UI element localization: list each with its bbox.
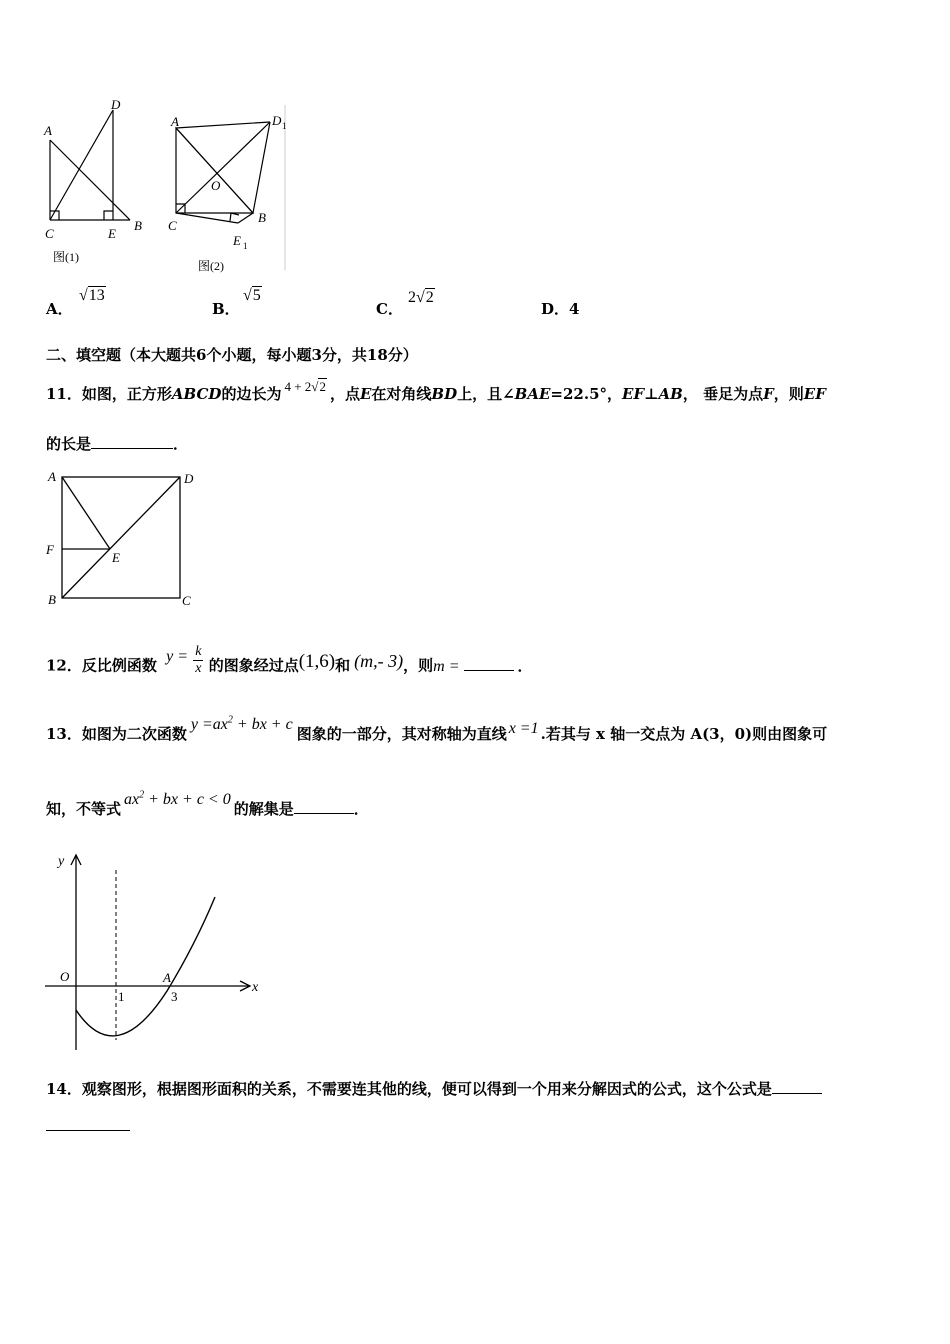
fig1-label-d: D [111, 97, 121, 112]
fig2-label-c: C [168, 218, 177, 233]
q11-label-a: A [48, 469, 56, 484]
option-c[interactable] [376, 298, 403, 319]
section-heading: 二、填空题（本大题共6个小题，每小题3分，共18分） [46, 346, 418, 364]
q11-line-ae [62, 477, 110, 549]
q11-figure [40, 465, 210, 610]
option-a-letter: A． [46, 300, 73, 318]
option-c-value: 2√2 [408, 289, 434, 306]
fig2-label-a: A [171, 114, 179, 129]
option-d-letter: D． [541, 300, 570, 318]
q13-answer-blank[interactable] [294, 799, 354, 814]
fig2-label-o: O [211, 178, 221, 193]
option-b-value: √5 [243, 287, 261, 304]
option-b[interactable] [212, 298, 240, 319]
fig1-line-dc [50, 110, 113, 220]
fig1-label-a: A [44, 123, 52, 138]
q11-line1: 11．如图，正方形ABCD的边长为 4 + 2√2 ，点E在对角线BD上，且∠BAE=22.5°，EF⊥AB， 垂足为点F，则EF [46, 379, 826, 403]
option-b-letter: B． [212, 300, 240, 318]
q11-label-b: B [48, 592, 56, 607]
option-d-value: 4 [569, 300, 580, 318]
q11-label-e: E [112, 550, 120, 565]
q13-label-o: O [60, 969, 70, 984]
fig2-label-e1-sub: 1 [243, 241, 248, 251]
q13-graph [40, 845, 270, 1055]
option-c-letter: C． [376, 300, 403, 318]
q13-label-a: A [163, 970, 171, 985]
q14-line: 14．观察图形，根据图形面积的关系，不需要连其他的线，便可以得到一个用来分解因式的公式，这个公式是 [46, 1078, 822, 1099]
q11-label-c: C [182, 593, 191, 608]
q14-answer-blank-cont[interactable] [46, 1130, 130, 1131]
fig2-label-d1-sub: 1 [282, 121, 287, 131]
fig2-label-b: B [258, 210, 266, 225]
fig1-label-e: E [108, 226, 116, 241]
q13-label-x: x [252, 980, 259, 995]
q12-answer-blank[interactable] [464, 656, 514, 671]
fig1-label-c: C [45, 226, 54, 241]
option-d[interactable] [541, 298, 579, 319]
q13-line1: 13．如图为二次函数$y =ax^2$ + bx + c图象的一部分，其对称轴为直线 x =1 .若其与 x 轴一交点为 A(3，0)则由图象可 [46, 714, 828, 743]
q13-line2: 知，不等式$ax^2$ + bx + c < 0的解集是 ． [46, 789, 369, 818]
fig1-label-b: B [134, 218, 142, 233]
option-a-value: √13 [79, 287, 105, 304]
q13-tick-1: 1 [118, 989, 125, 1004]
fig2-label-e1: E [233, 233, 241, 248]
option-a[interactable] [46, 298, 73, 319]
q14-answer-blank[interactable] [772, 1079, 822, 1094]
q11-label-f: F [46, 542, 54, 557]
q11-diagonal-bd [62, 477, 180, 598]
q12-line: 12．反比例函数 y = $\frac{k}{x}$ 的图象经过点(1,6)和 (m,- 3)，则m = ． [46, 644, 533, 676]
fig1-line-ab [50, 140, 130, 220]
figure-1 [40, 95, 155, 270]
q11-label-d: D [184, 471, 194, 486]
q11-answer-blank[interactable] [91, 434, 173, 449]
q11-line2: 的长是 ． [46, 435, 189, 453]
fig2-caption: 图(2) [198, 259, 224, 273]
fig2-label-d1: D [272, 113, 282, 128]
fig1-caption: 图(1) [53, 250, 79, 264]
figure-2 [163, 105, 293, 275]
q13-tick-3: 3 [171, 989, 178, 1004]
q13-parabola [76, 897, 215, 1036]
q13-label-y: y [58, 854, 65, 869]
